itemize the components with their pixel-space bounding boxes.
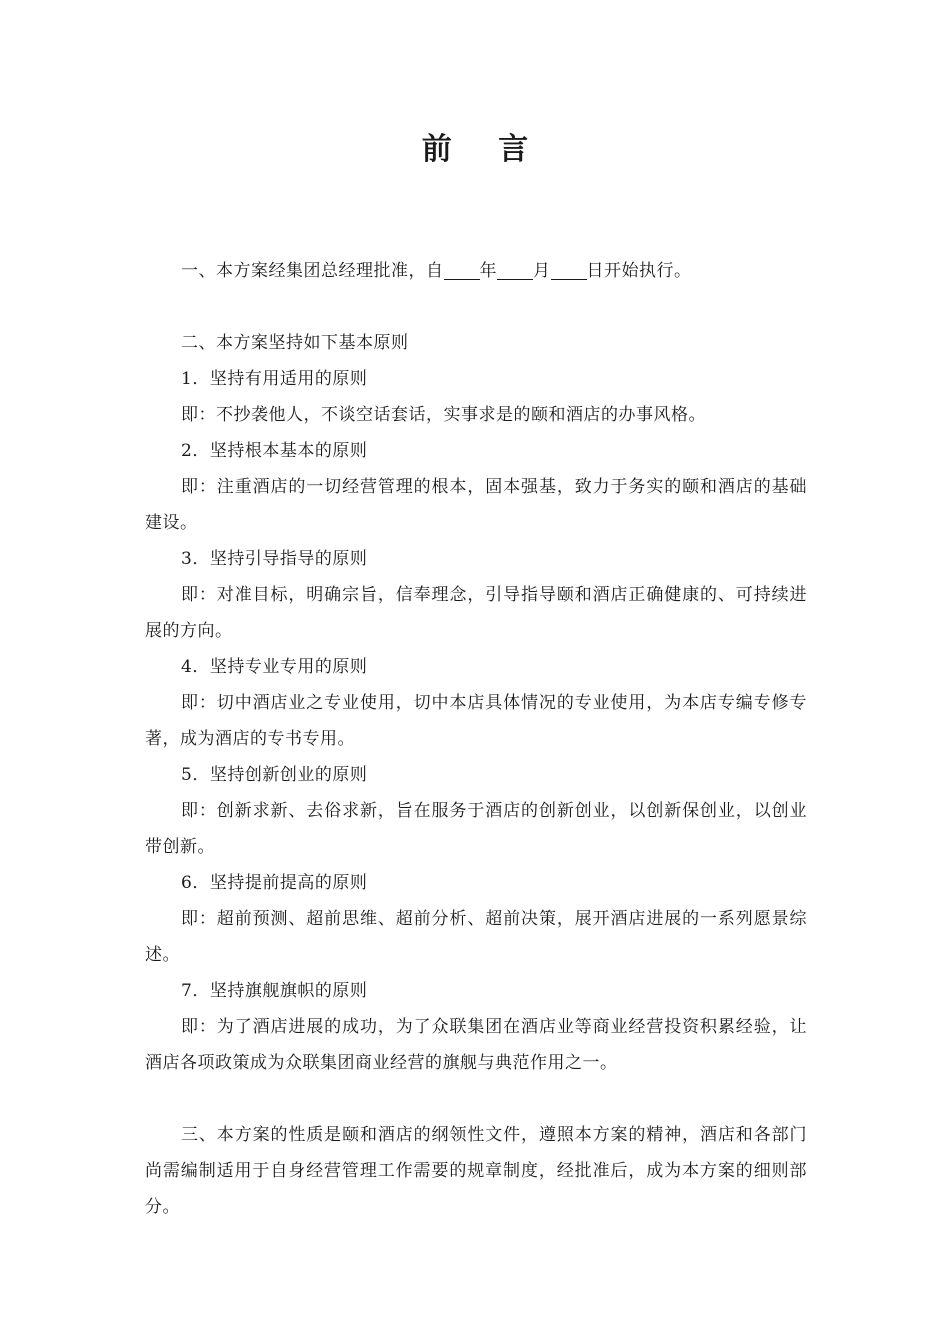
section-3-paragraph: 三、本方案的性质是颐和酒店的纲领性文件，遵照本方案的精神，酒店和各部门尚需编制适用于自身经营管理工作需要的规章制度，经批准后，成为本方案的细则部分。 <box>145 1125 807 1217</box>
principle-3-desc: 即：对准目标，明确宗旨，信奉理念，引导指导颐和酒店正确健康的、可持续进展的方向。 <box>145 585 807 641</box>
principle-4-desc: 即：切中酒店业之专业使用，切中本店具体情况的专业使用，为本店专编专修专著，成为酒店的专书专用。 <box>145 693 807 749</box>
principle-6-desc: 即：超前预测、超前思维、超前分析、超前决策，展开酒店进展的一系列愿景综述。 <box>145 909 807 965</box>
day-suffix: 日开始执行。 <box>586 261 692 281</box>
principle-7-title: 7．坚持旗舰旗帜的原则 <box>181 981 368 1001</box>
principle-2-title: 2．坚持根本基本的原则 <box>181 441 368 461</box>
month-blank <box>497 261 533 280</box>
principle-3-title: 3．坚持引导指导的原则 <box>181 549 368 569</box>
principle-2-desc: 即：注重酒店的一切经营管理的根本，固本强基，致力于务实的颐和酒店的基础建设。 <box>145 477 807 533</box>
principle-5-desc: 即：创新求新、去俗求新，旨在服务于酒店的创新创业，以创新保创业，以创业带创新。 <box>145 801 807 857</box>
section-1-paragraph <box>145 253 807 289</box>
principle-6-title: 6．坚持提前提高的原则 <box>181 873 368 893</box>
year-blank <box>444 261 480 280</box>
principle-7-desc: 即：为了酒店进展的成功，为了众联集团在酒店业等商业经营投资积累经验，让酒店各项政策成为众联集团商业经营的旗舰与典范作用之一。 <box>145 1017 807 1073</box>
document-body <box>145 253 807 1225</box>
section-1-prefix: 一、本方案经集团总经理批准，自 <box>181 261 444 281</box>
page-title: 前 言 <box>421 132 547 167</box>
principle-1-desc: 即：不抄袭他人，不谈空话套话，实事求是的颐和酒店的办事风格。 <box>181 405 706 425</box>
year-label: 年 <box>479 261 497 281</box>
month-label: 月 <box>533 261 551 281</box>
principle-1-title: 1．坚持有用适用的原则 <box>181 369 368 389</box>
section-2-heading: 二、本方案坚持如下基本原则 <box>181 333 409 353</box>
principle-4-title: 4．坚持专业专用的原则 <box>181 657 368 677</box>
day-blank <box>551 261 587 280</box>
principle-5-title: 5．坚持创新创业的原则 <box>181 765 368 785</box>
